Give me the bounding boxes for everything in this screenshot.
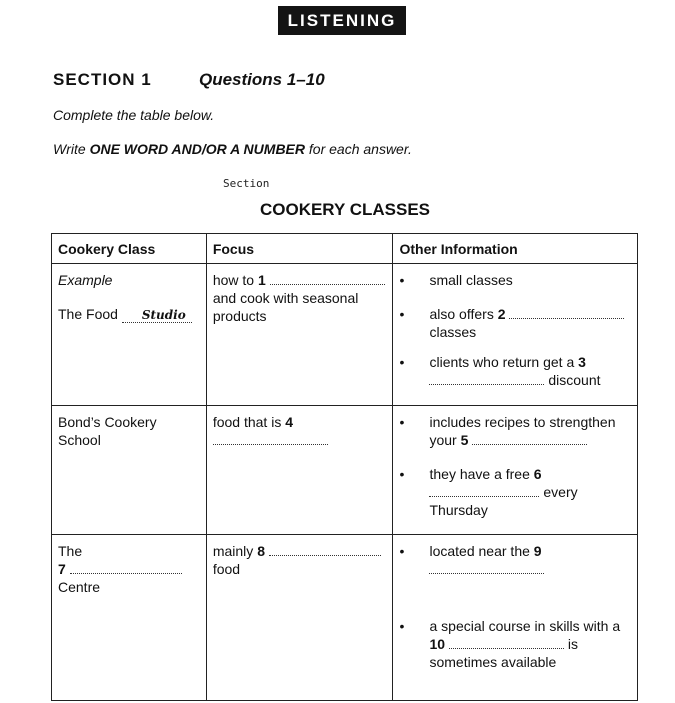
table-row <box>52 406 638 535</box>
answer-blank[interactable] <box>213 432 328 445</box>
focus-cell: mainly 8 food <box>206 535 393 701</box>
answer-blank[interactable] <box>270 272 385 285</box>
questions-range: Questions 1–10 <box>199 70 325 89</box>
section-heading <box>53 70 325 90</box>
focus-cell: how to 1 and cook with seasonal products <box>206 264 393 406</box>
question-number: 9 <box>533 543 542 559</box>
info-item: • located near the 9 <box>399 542 631 578</box>
answer-blank[interactable] <box>70 561 182 574</box>
class-cell: Example The Food Studio <box>52 264 207 406</box>
word-limit-emphasis: ONE WORD AND/OR A NUMBER <box>89 141 305 157</box>
question-number: 8 <box>257 543 265 559</box>
info-item: • clients who return get a 3 discount <box>399 354 601 388</box>
question-number: 7 <box>58 561 66 577</box>
question-number: 1 <box>257 272 266 288</box>
example-label: Example <box>58 272 113 288</box>
answer-blank[interactable] <box>509 306 624 319</box>
info-item: • small classes <box>399 272 513 288</box>
question-number: 6 <box>533 466 542 482</box>
question-number: 3 <box>578 354 586 370</box>
column-header-class: Cookery Class <box>52 234 207 264</box>
cookery-table <box>51 233 638 701</box>
column-header-focus: Focus <box>206 234 393 264</box>
focus-cell: food that is 4 <box>206 406 393 535</box>
table-row <box>52 535 638 701</box>
instruction-complete-table: Complete the table below. <box>53 107 215 123</box>
column-header-info: Other Information <box>393 234 638 264</box>
answer-blank[interactable] <box>429 372 544 385</box>
table-header-row <box>52 234 638 264</box>
question-number: 4 <box>285 414 294 430</box>
class-cell: Bond’s Cookery School <box>52 406 207 535</box>
example-answer: Studio <box>122 308 192 323</box>
answer-blank[interactable] <box>449 636 564 649</box>
question-number: 5 <box>460 432 469 448</box>
info-cell <box>393 535 638 701</box>
instruction-word-limit: Write ONE WORD AND/OR A NUMBER for each answer. <box>53 141 412 157</box>
section-label: SECTION 1 <box>53 70 152 89</box>
info-item: • they have a free 6 every Thursday <box>399 466 578 518</box>
info-item: • also offers 2 classes <box>399 305 631 341</box>
stray-section-text: Section <box>223 177 270 190</box>
answer-blank[interactable] <box>472 432 587 445</box>
class-cell: The 7 Centre <box>52 535 207 701</box>
answer-blank[interactable] <box>429 484 539 497</box>
table-row <box>52 264 638 406</box>
info-cell <box>393 406 638 535</box>
info-item: • a special course in skills with a 10 is sometimes available <box>399 618 621 670</box>
question-number: 2 <box>497 306 506 322</box>
info-cell <box>393 264 638 406</box>
info-item: • includes recipes to strengthen your 5 <box>399 414 616 448</box>
listening-banner: LISTENING <box>278 6 406 35</box>
table-title: COOKERY CLASSES <box>259 200 431 219</box>
answer-blank[interactable] <box>429 561 544 574</box>
answer-blank[interactable] <box>269 543 381 556</box>
question-number: 10 <box>429 636 446 652</box>
